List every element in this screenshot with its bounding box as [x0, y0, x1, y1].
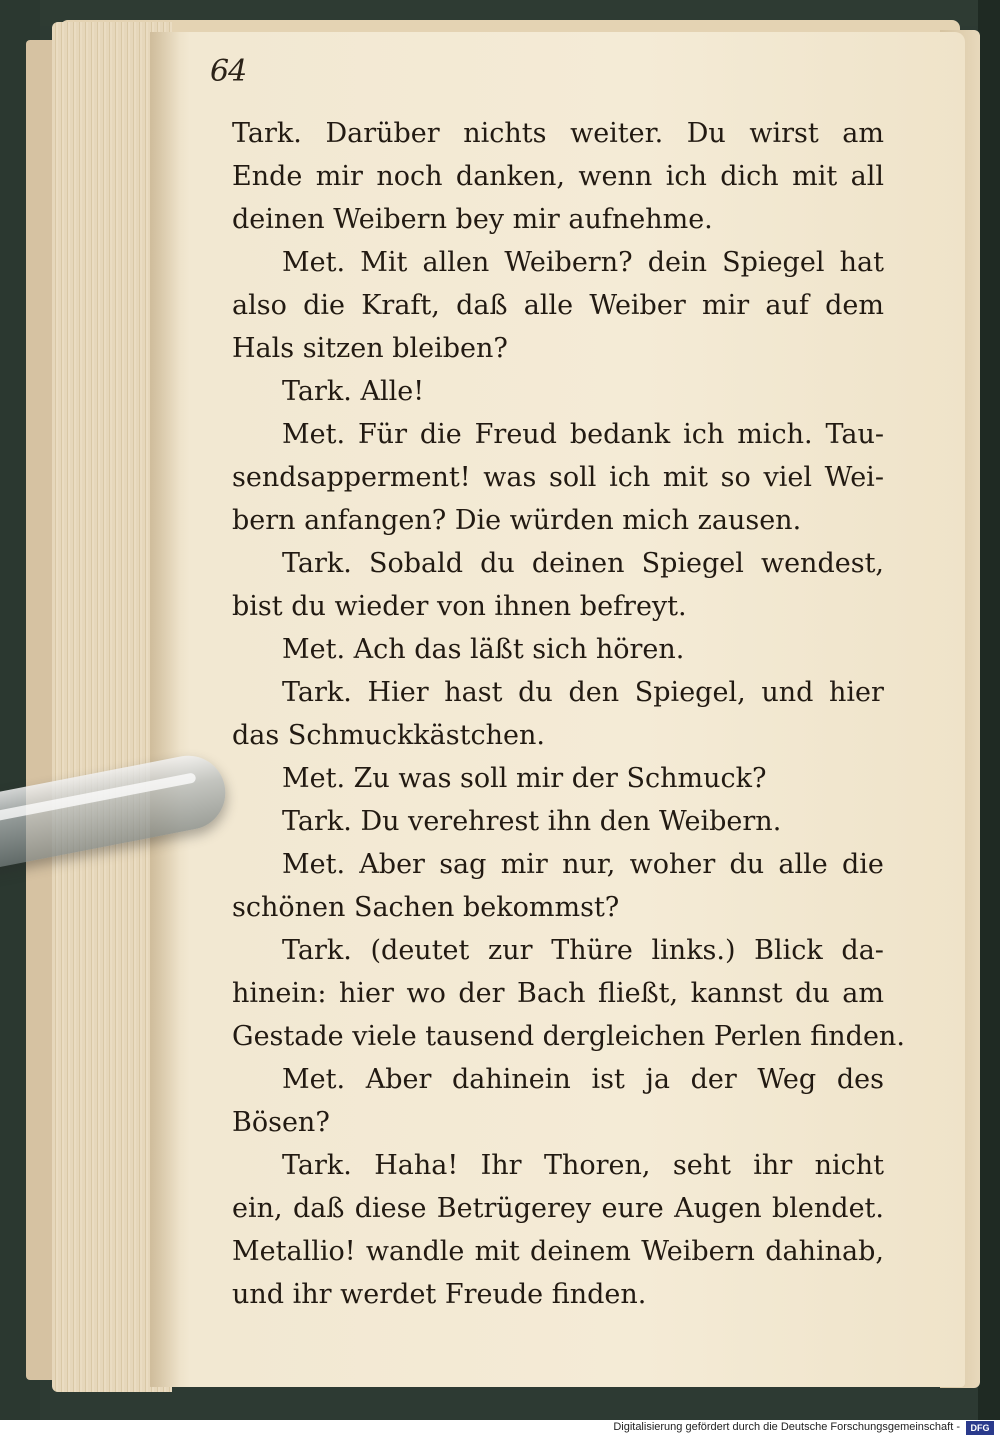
word: mir	[500, 849, 548, 880]
page-gutter-shadow	[150, 32, 180, 1387]
word: Mit	[360, 247, 408, 278]
word: Thüre	[551, 935, 633, 966]
word: am	[842, 118, 884, 149]
word: Darüber	[325, 118, 440, 149]
word: diese	[354, 1193, 427, 1224]
word: bedank	[569, 419, 671, 450]
word: ich	[665, 161, 707, 192]
word: Tark.	[282, 548, 352, 579]
word: Spiegel	[641, 548, 744, 579]
word: der	[458, 978, 505, 1009]
word: wenn	[578, 161, 653, 192]
text-line	[232, 284, 884, 327]
word: ja	[645, 1064, 670, 1095]
word: ist	[591, 1064, 625, 1095]
text-line	[232, 542, 884, 585]
word: daß	[456, 290, 508, 321]
word: eure	[601, 1193, 664, 1224]
word: seht	[672, 1150, 731, 1181]
word: Tark.	[282, 1150, 352, 1181]
word: des	[836, 1064, 884, 1095]
word: du	[795, 978, 830, 1009]
word: die	[842, 849, 884, 880]
word: Kraft,	[361, 290, 440, 321]
word: hier	[339, 978, 394, 1009]
text-line: deinen Weibern bey mir aufnehme.	[232, 204, 713, 235]
word: hier	[829, 677, 884, 708]
word: Ihr	[480, 1150, 522, 1181]
word: daß	[292, 1193, 345, 1224]
word: der	[690, 1064, 737, 1095]
text-line: Met. Ach das läßt sich hören.	[282, 634, 685, 665]
text-line	[232, 1230, 884, 1273]
word: Met.	[282, 247, 346, 278]
word: zur	[488, 935, 533, 966]
word: ich	[609, 462, 651, 493]
text-line	[232, 929, 884, 972]
word: Freud	[474, 419, 557, 450]
word: woher	[629, 849, 716, 880]
word: Tark.	[282, 935, 352, 966]
word: soll	[549, 462, 597, 493]
word: dem	[825, 290, 884, 321]
text-line: bist du wieder von ihnen befreyt.	[232, 591, 687, 622]
word: alle	[778, 849, 828, 880]
text-line	[232, 1144, 884, 1187]
word: Wei-	[824, 462, 884, 493]
text-line	[232, 112, 884, 155]
word: Spiegel,	[634, 677, 746, 708]
text-line	[232, 456, 884, 499]
word: Tau-	[825, 419, 884, 450]
word: Metallio!	[232, 1236, 356, 1267]
word: (deutet	[370, 935, 470, 966]
word: Met.	[282, 419, 346, 450]
word: mich.	[737, 419, 813, 450]
word: Aber	[365, 1064, 432, 1095]
text-line: Hals sitzen bleiben?	[232, 333, 508, 364]
text-line: das Schmuckkästchen.	[232, 720, 545, 751]
word: ich	[683, 419, 725, 450]
word: Betrügerey	[436, 1193, 592, 1224]
text-line	[232, 413, 884, 456]
dfg-logo: DFG	[966, 1421, 994, 1435]
footer-credit: Digitalisierung gefördert durch die Deutsche Forschungsgemeinschaft -	[613, 1421, 960, 1433]
word: kannst	[690, 978, 783, 1009]
text-line: bern anfangen? Die würden mich zausen.	[232, 505, 802, 536]
word: fließt,	[598, 978, 679, 1009]
word: du	[729, 849, 765, 880]
word: sendsapperment!	[232, 462, 471, 493]
word: auf	[765, 290, 809, 321]
word: Hier	[367, 677, 429, 708]
word: mit	[662, 462, 708, 493]
word: Weibern	[641, 1236, 755, 1267]
word: nichts	[463, 118, 547, 149]
word: Tark.	[282, 677, 352, 708]
text-line: Bösen?	[232, 1107, 330, 1138]
word: Haha!	[374, 1150, 459, 1181]
word: blendet.	[772, 1193, 884, 1224]
text-line: Met. Zu was soll mir der Schmuck?	[282, 763, 767, 794]
word: wendest,	[760, 548, 884, 579]
text-line: schönen Sachen bekommst?	[232, 892, 620, 923]
text-line	[232, 155, 884, 198]
word: und	[761, 677, 814, 708]
word: hast	[444, 677, 503, 708]
word: Weibern?	[504, 247, 633, 278]
text-line: Tark. Alle!	[282, 376, 425, 407]
word: du	[518, 677, 553, 708]
background-right	[978, 0, 1000, 1420]
word: Met.	[282, 849, 346, 880]
word: da-	[841, 935, 884, 966]
word: all	[850, 161, 884, 192]
text-line	[232, 843, 884, 886]
word: wirst	[749, 118, 819, 149]
word: du	[480, 548, 515, 579]
word: dahinab,	[765, 1236, 884, 1267]
word: Bach	[517, 978, 586, 1009]
text-line	[232, 1187, 884, 1230]
word: Thoren,	[543, 1150, 651, 1181]
word: Ende	[232, 161, 303, 192]
word: mit	[792, 161, 838, 192]
word: Sobald	[368, 548, 464, 579]
text-line: Tark. Du verehrest ihn den Weibern.	[282, 806, 782, 837]
word: danken,	[455, 161, 565, 192]
text-line	[232, 1058, 884, 1101]
word: den	[568, 677, 620, 708]
word: Met.	[282, 1064, 346, 1095]
word: viel	[763, 462, 812, 493]
word: wandle	[365, 1236, 465, 1267]
text-line: Gestade viele tausend dergleichen Perlen finden.	[232, 1021, 905, 1052]
word: Aber	[359, 849, 425, 880]
word: Weg	[757, 1064, 817, 1095]
word: links.)	[651, 935, 736, 966]
word: nur,	[562, 849, 616, 880]
page-number: 64	[210, 54, 247, 89]
word: Für	[357, 419, 407, 450]
word: nicht	[814, 1150, 884, 1181]
word: weiter.	[570, 118, 664, 149]
word: also	[232, 290, 287, 321]
text-line	[232, 972, 884, 1015]
word: ein,	[232, 1193, 283, 1224]
word: Blick	[754, 935, 823, 966]
word: dich	[720, 161, 779, 192]
word: noch	[376, 161, 443, 192]
text-line: und ihr werdet Freude finden.	[232, 1279, 647, 1310]
word: deinem	[530, 1236, 631, 1267]
word: mir	[701, 290, 750, 321]
word: hat	[839, 247, 884, 278]
text-line	[232, 241, 884, 284]
word: mit	[474, 1236, 520, 1267]
word: Augen	[674, 1193, 762, 1224]
word: Weiber	[589, 290, 686, 321]
page-text	[232, 112, 905, 1316]
word: die	[419, 419, 462, 450]
word: ihr	[753, 1150, 793, 1181]
word: wo	[406, 978, 446, 1009]
word: dein	[647, 247, 708, 278]
word: sag	[439, 849, 487, 880]
word: Du	[686, 118, 726, 149]
word: hinein:	[232, 978, 327, 1009]
word: was	[483, 462, 537, 493]
word: so	[720, 462, 751, 493]
word: deinen	[531, 548, 625, 579]
word: allen	[422, 247, 490, 278]
word: am	[842, 978, 884, 1009]
word: die	[303, 290, 345, 321]
word: mir	[315, 161, 363, 192]
word: alle	[523, 290, 574, 321]
word: dahinein	[452, 1064, 571, 1095]
word: Tark.	[232, 118, 302, 149]
word: Spiegel	[722, 247, 825, 278]
text-line	[232, 671, 884, 714]
